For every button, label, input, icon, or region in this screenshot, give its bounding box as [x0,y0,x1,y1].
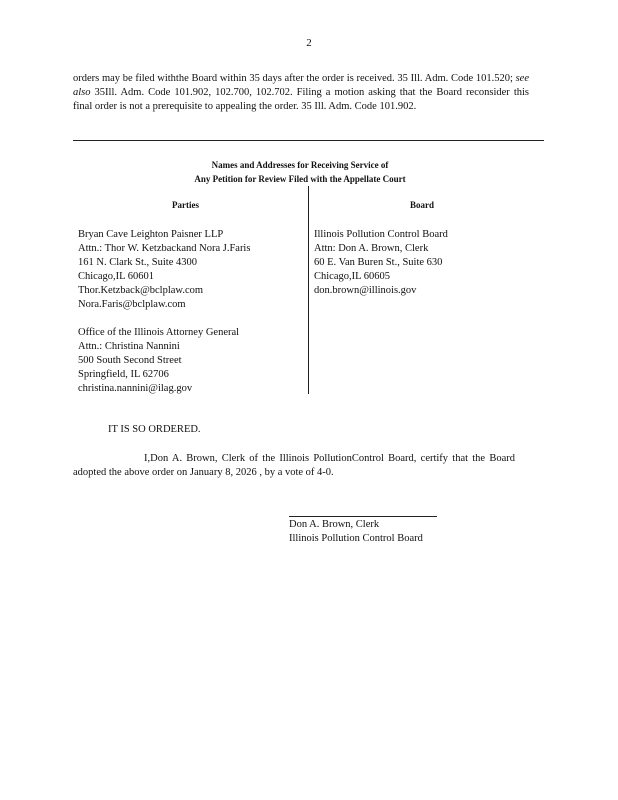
party-firm-name: Bryan Cave Leighton Paisner LLP [78,229,224,240]
party-office-name: Office of the Illinois Attorney General [78,327,240,338]
signer-organization: Illinois Pollution Control Board [289,533,423,544]
service-heading [150,158,450,186]
signature-line [289,516,437,517]
service-heading-line1: Names and Addresses for Receiving Service of [211,160,389,170]
party-address-block [78,326,239,396]
party-attention: Attn.: Christina Nannini [78,341,180,352]
column-divider [308,186,309,394]
section-divider [73,140,544,141]
party-city: Springfield, IL 62706 [78,369,169,380]
board-attention: Attn: Don A. Brown, Clerk [314,243,429,254]
party-street: 161 N. Clark St., Suite 4300 [78,257,198,268]
party-email: Nora.Faris@bclplaw.com [78,299,186,310]
party-address-block [78,228,250,312]
signature-block [289,518,423,546]
parties-column-label: Parties [172,200,199,210]
signer-name: Don A. Brown, Clerk [289,519,380,530]
party-email: Thor.Ketzback@bclplaw.com [78,285,204,296]
party-city: Chicago,IL 60601 [78,271,155,282]
board-email: don.brown@illinois.gov [314,285,417,296]
party-email: christina.nannini@ilag.gov [78,383,193,394]
clerk-certification: I,Don A. Brown, Clerk of the Illinois PollutionControl Board, certify that the Board adopted the above order on January 8, 2026 , by a vote of 4-0. [73,453,515,478]
party-attention: Attn.: Thor W. Ketzbackand Nora J.Faris [78,243,251,254]
board-address-block [314,228,448,298]
page-number: 2 [306,37,312,49]
service-heading-line2: Any Petition for Review Filed with the Appellate Court [194,174,406,184]
appeal-paragraph [73,72,529,114]
appeal-text-part1: orders may be filed withthe Board within 35 days after the order is received. 35 Ill. Adm. Code 101.520; [73,73,516,84]
board-street: 60 E. Van Buren St., Suite 630 [314,257,443,268]
so-ordered-text: IT IS SO ORDERED. [108,424,201,435]
appeal-text-part2: 35Ill. Adm. Code 101.902, 102.700, 102.702. Filing a motion asking that the Board reconsider this final order is not a prerequisite to appealing the order. 35 Ill. Adm. Code 101.902. [73,87,529,112]
board-name: Illinois Pollution Control Board [314,229,448,240]
party-street: 500 South Second Street [78,355,182,366]
see-also-citation: see also [73,73,529,98]
board-column-label: Board [410,200,435,210]
board-city: Chicago,IL 60605 [314,271,391,282]
